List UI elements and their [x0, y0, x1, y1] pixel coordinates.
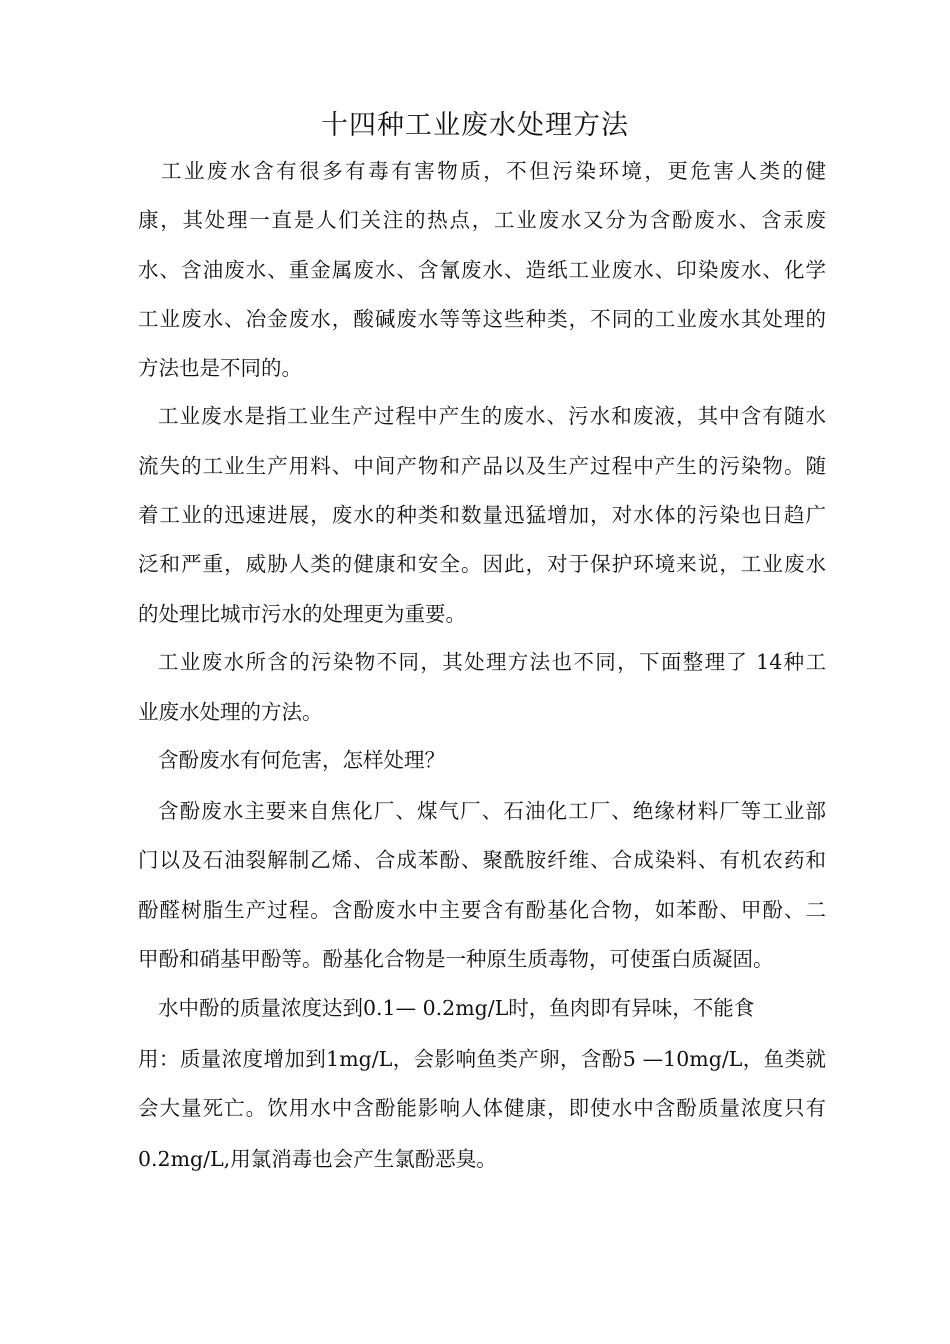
- paragraph-1-line-5: 方法也是不同的。: [138, 356, 302, 380]
- paragraph-3-line-2: 业废水处理的方法。: [138, 700, 323, 724]
- paragraph-2-line-2: 流失的工业生产用料、中间产物和产品以及生产过程中产生的污染物。随: [138, 454, 826, 478]
- paragraph-1-line-4: 工业废水、冶金废水，酸碱废水等等这些种类，不同的工业废水其处理的: [138, 307, 826, 331]
- paragraph-2-line-3: 着工业的迅速进展，废水的种类和数量迅猛增加，对水体的污染也日趋广: [138, 503, 826, 527]
- document-title: 十四种工业废水处理方法: [321, 110, 629, 141]
- paragraph-4-line-3: 酚醛树脂生产过程。含酚废水中主要含有酚基化合物，如苯酚、甲酚、二: [138, 898, 826, 922]
- paragraph-5-line-1: 水中酚的质量浓度达到0.1— 0.2mg/L时，鱼肉即有异味，不能食: [158, 996, 755, 1020]
- paragraph-1-line-3: 水、含油废水、重金属废水、含氰废水、造纸工业废水、印染废水、化学: [138, 258, 826, 282]
- paragraph-5-line-3: 会大量死亡。饮用水中含酚能影响人体健康，即使水中含酚质量浓度只有: [138, 1096, 826, 1120]
- paragraph-1-line-1: 工业废水含有很多有毒有害物质，不但污染环境，更危害人类的健: [138, 159, 826, 183]
- paragraph-2-line-1: 工业废水是指工业生产过程中产生的废水、污水和废液，其中含有随水: [158, 404, 826, 428]
- paragraph-5-line-2: 用：质量浓度增加到1mg/L，会影响鱼类产卵，含酚5 —10mg/L，鱼类就: [138, 1047, 826, 1071]
- paragraph-4-line-4: 甲酚和硝基甲酚等。酚基化合物是一种原生质毒物，可使蛋白质凝固。: [138, 947, 774, 971]
- paragraph-1-line-2: 康，其处理一直是人们关注的热点，工业废水又分为含酚废水、含汞废: [138, 208, 826, 232]
- paragraph-5-line-4: 0.2mg/L,用氯消毒也会产生氯酚恶臭。: [138, 1147, 497, 1171]
- paragraph-4-line-1: 含酚废水主要来自焦化厂、煤气厂、石油化工厂、绝缘材料厂等工业部: [158, 799, 826, 823]
- paragraph-3-line-1: 工业废水所含的污染物不同，其处理方法也不同，下面整理了 14种工: [158, 650, 826, 674]
- section-heading: 含酚废水有何危害，怎样处理？: [158, 748, 445, 772]
- paragraph-2-line-5: 的处理比城市污水的处理更为重要。: [138, 602, 466, 626]
- paragraph-4-line-2: 门以及石油裂解制乙烯、合成苯酚、聚酰胺纤维、合成染料、有机农药和: [138, 848, 826, 872]
- paragraph-2-line-4: 泛和严重，威胁人类的健康和安全。因此，对于保护环境来说，工业废水: [138, 552, 826, 576]
